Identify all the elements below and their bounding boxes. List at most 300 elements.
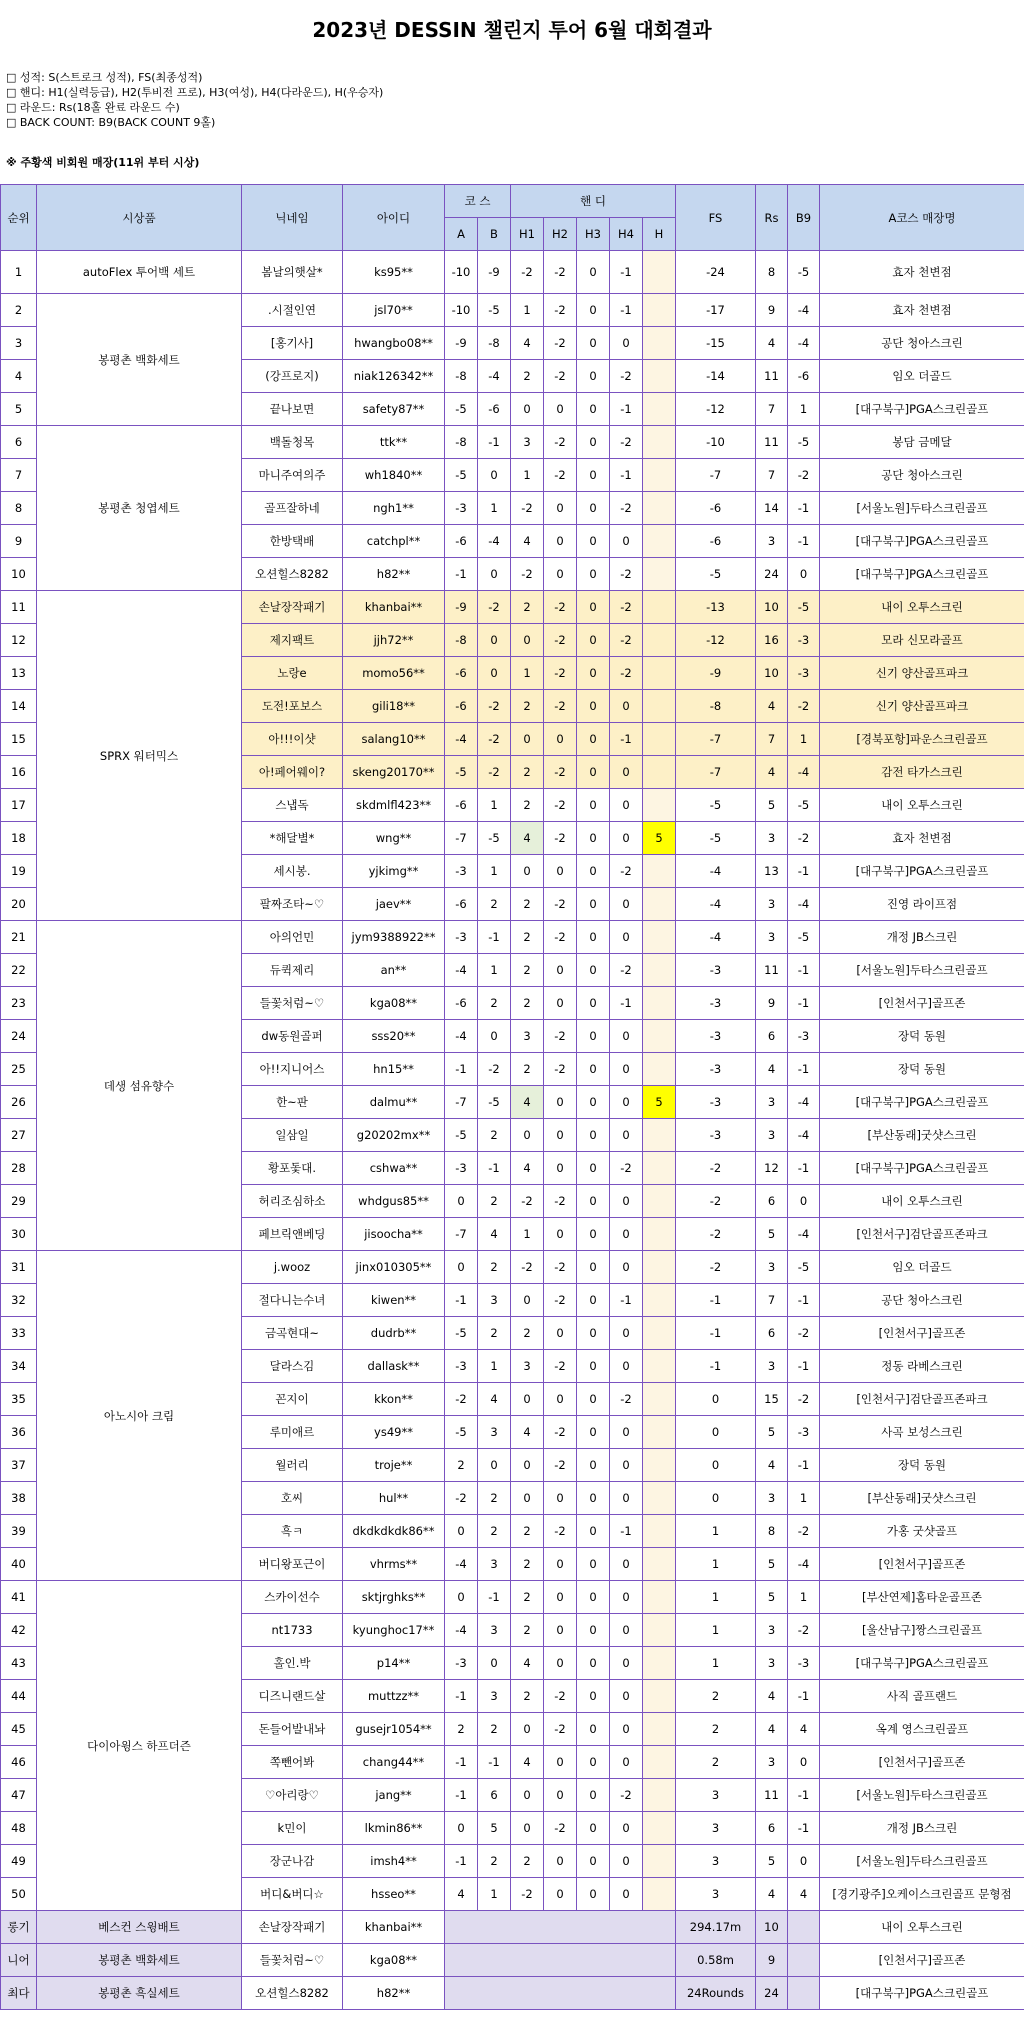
id-cell: muttzz** bbox=[343, 1680, 445, 1713]
h4-cell: -2 bbox=[610, 855, 643, 888]
id-cell: kyunghoc17** bbox=[343, 1614, 445, 1647]
b9-cell: -5 bbox=[788, 426, 820, 459]
b9-cell: 1 bbox=[788, 1482, 820, 1515]
h3-cell: 0 bbox=[577, 1812, 610, 1845]
h1-cell: 2 bbox=[511, 987, 544, 1020]
empty-cell bbox=[788, 1977, 820, 2010]
h3-cell: 0 bbox=[577, 1449, 610, 1482]
store-cell: [울산남구]짱스크린골프 bbox=[820, 1614, 1024, 1647]
legend-notes bbox=[6, 70, 383, 130]
table-row bbox=[1, 1581, 1024, 1614]
id-cell: dalmu** bbox=[343, 1086, 445, 1119]
header-nickname: 닉네임 bbox=[242, 185, 343, 251]
fs-cell: 2 bbox=[676, 1746, 756, 1779]
b-cell: -2 bbox=[478, 723, 511, 756]
nickname-cell: ♡아리랑♡ bbox=[242, 1779, 343, 1812]
store-cell: [경북포항]파운스크린골프 bbox=[820, 723, 1024, 756]
header-rank: 순위 bbox=[1, 185, 37, 251]
b9-cell: -1 bbox=[788, 1779, 820, 1812]
h2-cell: -2 bbox=[544, 1515, 577, 1548]
rs-cell: 5 bbox=[756, 1218, 788, 1251]
h1-cell: 0 bbox=[511, 1713, 544, 1746]
rank-cell: 33 bbox=[1, 1317, 37, 1350]
nickname-cell: 손날장작패기 bbox=[242, 591, 343, 624]
h-cell bbox=[643, 987, 676, 1020]
b-cell: -6 bbox=[478, 393, 511, 426]
h1-cell: 2 bbox=[511, 789, 544, 822]
store-cell: [인천서구]검단골프존파크 bbox=[820, 1218, 1024, 1251]
rs-cell: 9 bbox=[756, 294, 788, 327]
b-cell: 1 bbox=[478, 1350, 511, 1383]
h2-cell: -2 bbox=[544, 294, 577, 327]
b-cell: 2 bbox=[478, 987, 511, 1020]
rs-cell: 4 bbox=[756, 1713, 788, 1746]
h-cell bbox=[643, 723, 676, 756]
rank-cell: 32 bbox=[1, 1284, 37, 1317]
h4-cell: -2 bbox=[610, 1152, 643, 1185]
rs-cell: 6 bbox=[756, 1317, 788, 1350]
h3-cell: 0 bbox=[577, 1779, 610, 1812]
fs-cell: -7 bbox=[676, 756, 756, 789]
b9-cell: -2 bbox=[788, 822, 820, 855]
h-cell bbox=[643, 1812, 676, 1845]
rs-cell: 14 bbox=[756, 492, 788, 525]
fs-cell: -24 bbox=[676, 251, 756, 294]
b-cell: 2 bbox=[478, 1515, 511, 1548]
store-cell: [대구북구]PGA스크린골프 bbox=[820, 1647, 1024, 1680]
id-cell: catchpl** bbox=[343, 525, 445, 558]
h-cell bbox=[643, 251, 676, 294]
rank-cell: 24 bbox=[1, 1020, 37, 1053]
rs-cell: 3 bbox=[756, 888, 788, 921]
h-cell bbox=[643, 1845, 676, 1878]
nickname-cell: k민이 bbox=[242, 1812, 343, 1845]
h4-cell: 0 bbox=[610, 1647, 643, 1680]
header-a: A bbox=[445, 218, 478, 251]
h-cell bbox=[643, 1482, 676, 1515]
rs-cell: 16 bbox=[756, 624, 788, 657]
prize-cell: 봉평촌 청엽세트 bbox=[37, 426, 242, 591]
h1-cell: 0 bbox=[511, 1812, 544, 1845]
id-cell: kkon** bbox=[343, 1383, 445, 1416]
h-cell bbox=[643, 1449, 676, 1482]
b-cell: -4 bbox=[478, 360, 511, 393]
h4-cell: 0 bbox=[610, 1251, 643, 1284]
b9-cell: -5 bbox=[788, 921, 820, 954]
h-cell bbox=[643, 525, 676, 558]
b9-cell: -6 bbox=[788, 360, 820, 393]
a-cell: -9 bbox=[445, 591, 478, 624]
h4-cell: 0 bbox=[610, 1185, 643, 1218]
rs-cell: 4 bbox=[756, 1680, 788, 1713]
b-cell: 3 bbox=[478, 1614, 511, 1647]
h2-cell: -2 bbox=[544, 624, 577, 657]
b-cell: 1 bbox=[478, 789, 511, 822]
store-cell: [서울노원]두타스크린골프 bbox=[820, 1779, 1024, 1812]
id-cell: ngh1** bbox=[343, 492, 445, 525]
nickname-cell: 장군나감 bbox=[242, 1845, 343, 1878]
h-cell bbox=[643, 1218, 676, 1251]
h3-cell: 0 bbox=[577, 1284, 610, 1317]
h1-cell: 2 bbox=[511, 1548, 544, 1581]
id-cell: kiwen** bbox=[343, 1284, 445, 1317]
b9-cell: -1 bbox=[788, 1449, 820, 1482]
b9-cell: -1 bbox=[788, 1053, 820, 1086]
footer-row bbox=[1, 1911, 1024, 1944]
id-cell: khanbai** bbox=[343, 591, 445, 624]
store-cell: [서울노원]두타스크린골프 bbox=[820, 1845, 1024, 1878]
b-cell: 5 bbox=[478, 1812, 511, 1845]
h-cell bbox=[643, 1020, 676, 1053]
h2-cell: 0 bbox=[544, 525, 577, 558]
h3-cell: 0 bbox=[577, 360, 610, 393]
rs-cell: 3 bbox=[756, 1746, 788, 1779]
rs-cell: 5 bbox=[756, 1416, 788, 1449]
b9-cell: -1 bbox=[788, 954, 820, 987]
h3-cell: 0 bbox=[577, 723, 610, 756]
h4-cell: -2 bbox=[610, 657, 643, 690]
h-cell bbox=[643, 921, 676, 954]
h1-cell: 2 bbox=[511, 360, 544, 393]
h-cell bbox=[643, 954, 676, 987]
store-cell: 효자 천변점 bbox=[820, 251, 1024, 294]
nickname-cell: 절다니는수녀 bbox=[242, 1284, 343, 1317]
h3-cell: 0 bbox=[577, 1218, 610, 1251]
id-cell: jym9388922** bbox=[343, 921, 445, 954]
b9-cell: -3 bbox=[788, 1647, 820, 1680]
header-h: H bbox=[643, 218, 676, 251]
h3-cell: 0 bbox=[577, 251, 610, 294]
h2-cell: 0 bbox=[544, 1152, 577, 1185]
b-cell: 3 bbox=[478, 1548, 511, 1581]
a-cell: -1 bbox=[445, 1845, 478, 1878]
h2-cell: 0 bbox=[544, 1878, 577, 1911]
h3-cell: 0 bbox=[577, 558, 610, 591]
id-cell: jisoocha** bbox=[343, 1218, 445, 1251]
h2-cell: -2 bbox=[544, 1449, 577, 1482]
h3-cell: 0 bbox=[577, 690, 610, 723]
b-cell: 0 bbox=[478, 1449, 511, 1482]
h4-cell: 0 bbox=[610, 1878, 643, 1911]
nickname-cell: 페브릭앤베딩 bbox=[242, 1218, 343, 1251]
rs-cell: 5 bbox=[756, 789, 788, 822]
h1-cell: -2 bbox=[511, 1251, 544, 1284]
rank-cell: 29 bbox=[1, 1185, 37, 1218]
rank-cell: 8 bbox=[1, 492, 37, 525]
h-cell bbox=[643, 1614, 676, 1647]
h4-cell: -2 bbox=[610, 954, 643, 987]
nickname-cell: 아!!!이샷 bbox=[242, 723, 343, 756]
h4-cell: 0 bbox=[610, 1482, 643, 1515]
header-fs: FS bbox=[676, 185, 756, 251]
h1-cell: 2 bbox=[511, 1680, 544, 1713]
id-cell: p14** bbox=[343, 1647, 445, 1680]
header-h1: H1 bbox=[511, 218, 544, 251]
rs-cell: 6 bbox=[756, 1020, 788, 1053]
fs-cell: -1 bbox=[676, 1284, 756, 1317]
h1-cell: -2 bbox=[511, 1878, 544, 1911]
h3-cell: 0 bbox=[577, 1746, 610, 1779]
h2-cell: 0 bbox=[544, 855, 577, 888]
nickname-cell: 버디왕포근이 bbox=[242, 1548, 343, 1581]
h4-cell: -2 bbox=[610, 1779, 643, 1812]
h-cell bbox=[643, 1251, 676, 1284]
store-cell: [부산동래]굿샷스크린 bbox=[820, 1119, 1024, 1152]
store-cell: [서울노원]두타스크린골프 bbox=[820, 954, 1024, 987]
h4-cell: 0 bbox=[610, 1350, 643, 1383]
h3-cell: 0 bbox=[577, 1548, 610, 1581]
h-cell bbox=[643, 426, 676, 459]
h2-cell: -2 bbox=[544, 360, 577, 393]
rs-cell: 4 bbox=[756, 690, 788, 723]
b-cell: -9 bbox=[478, 251, 511, 294]
h2-cell: -2 bbox=[544, 657, 577, 690]
rs-cell: 13 bbox=[756, 855, 788, 888]
award-id-cell: khanbai** bbox=[343, 1911, 445, 1944]
h1-cell: 1 bbox=[511, 294, 544, 327]
fs-cell: -3 bbox=[676, 954, 756, 987]
fs-cell: -10 bbox=[676, 426, 756, 459]
a-cell: -6 bbox=[445, 657, 478, 690]
h1-cell: 2 bbox=[511, 1614, 544, 1647]
h-cell bbox=[643, 294, 676, 327]
b9-cell: 1 bbox=[788, 723, 820, 756]
h2-cell: -2 bbox=[544, 888, 577, 921]
h2-cell: 0 bbox=[544, 1482, 577, 1515]
nickname-cell: 황포돛대. bbox=[242, 1152, 343, 1185]
store-cell: 장덕 동원 bbox=[820, 1020, 1024, 1053]
id-cell: vhrms** bbox=[343, 1548, 445, 1581]
h3-cell: 0 bbox=[577, 1713, 610, 1746]
id-cell: ks95** bbox=[343, 251, 445, 294]
b-cell: 2 bbox=[478, 1251, 511, 1284]
h1-cell: 0 bbox=[511, 723, 544, 756]
b-cell: 0 bbox=[478, 657, 511, 690]
award-type-cell: 롱기 bbox=[1, 1911, 37, 1944]
h1-cell: -2 bbox=[511, 558, 544, 591]
a-cell: -1 bbox=[445, 1746, 478, 1779]
nickname-cell: 세시봉. bbox=[242, 855, 343, 888]
b9-cell: -4 bbox=[788, 294, 820, 327]
h2-cell: 0 bbox=[544, 723, 577, 756]
store-cell: 사직 골프랜드 bbox=[820, 1680, 1024, 1713]
h2-cell: 0 bbox=[544, 558, 577, 591]
nickname-cell: 한~판 bbox=[242, 1086, 343, 1119]
b9-cell: -2 bbox=[788, 1383, 820, 1416]
award-record-cell: 24Rounds bbox=[676, 1977, 756, 2010]
a-cell: -3 bbox=[445, 1152, 478, 1185]
h-cell: 5 bbox=[643, 822, 676, 855]
fs-cell: -7 bbox=[676, 459, 756, 492]
nickname-cell: 제지팩트 bbox=[242, 624, 343, 657]
rank-cell: 16 bbox=[1, 756, 37, 789]
table-row bbox=[1, 1251, 1024, 1284]
h1-cell: 0 bbox=[511, 1383, 544, 1416]
h-cell bbox=[643, 1548, 676, 1581]
fs-cell: -17 bbox=[676, 294, 756, 327]
rank-cell: 35 bbox=[1, 1383, 37, 1416]
h4-cell: -1 bbox=[610, 251, 643, 294]
h3-cell: 0 bbox=[577, 1053, 610, 1086]
b9-cell: -1 bbox=[788, 855, 820, 888]
a-cell: -8 bbox=[445, 360, 478, 393]
rs-cell: 3 bbox=[756, 1119, 788, 1152]
fs-cell: -5 bbox=[676, 822, 756, 855]
h3-cell: 0 bbox=[577, 591, 610, 624]
header-id: 아이디 bbox=[343, 185, 445, 251]
store-cell: 내이 오투스크린 bbox=[820, 789, 1024, 822]
b-cell: 3 bbox=[478, 1680, 511, 1713]
id-cell: hn15** bbox=[343, 1053, 445, 1086]
id-cell: hwangbo08** bbox=[343, 327, 445, 360]
rank-cell: 46 bbox=[1, 1746, 37, 1779]
table-row bbox=[1, 294, 1024, 327]
rank-cell: 34 bbox=[1, 1350, 37, 1383]
h4-cell: -1 bbox=[610, 1515, 643, 1548]
h4-cell: 0 bbox=[610, 1548, 643, 1581]
note-line: □ 핸디: H1(실력등급), H2(투비전 프로), H3(여성), H4(다라운드), H(우승자) bbox=[6, 86, 384, 99]
h3-cell: 0 bbox=[577, 1020, 610, 1053]
header-handi: 핸 디 bbox=[511, 185, 676, 218]
store-cell: [인천서구]골프존 bbox=[820, 1317, 1024, 1350]
rs-cell: 4 bbox=[756, 327, 788, 360]
h3-cell: 0 bbox=[577, 657, 610, 690]
store-cell: [대구북구]PGA스크린골프 bbox=[820, 1086, 1024, 1119]
h3-cell: 0 bbox=[577, 1185, 610, 1218]
store-cell: [대구북구]PGA스크린골프 bbox=[820, 1152, 1024, 1185]
fs-cell: 1 bbox=[676, 1515, 756, 1548]
h1-cell: 4 bbox=[511, 327, 544, 360]
h1-cell: -2 bbox=[511, 1185, 544, 1218]
rs-cell: 7 bbox=[756, 723, 788, 756]
id-cell: ttk** bbox=[343, 426, 445, 459]
a-cell: -1 bbox=[445, 1053, 478, 1086]
h2-cell: 0 bbox=[544, 954, 577, 987]
id-cell: gusejr1054** bbox=[343, 1713, 445, 1746]
id-cell: momo56** bbox=[343, 657, 445, 690]
id-cell: an** bbox=[343, 954, 445, 987]
h-cell bbox=[643, 1119, 676, 1152]
fs-cell: -2 bbox=[676, 1152, 756, 1185]
nickname-cell: 골프잘하네 bbox=[242, 492, 343, 525]
a-cell: -10 bbox=[445, 251, 478, 294]
b-cell: 0 bbox=[478, 1647, 511, 1680]
a-cell: -5 bbox=[445, 393, 478, 426]
h4-cell: -2 bbox=[610, 558, 643, 591]
header-h2: H2 bbox=[544, 218, 577, 251]
h4-cell: -2 bbox=[610, 624, 643, 657]
header-course: 코 스 bbox=[445, 185, 511, 218]
h1-cell: 4 bbox=[511, 1746, 544, 1779]
h4-cell: -1 bbox=[610, 294, 643, 327]
h-cell bbox=[643, 1746, 676, 1779]
h2-cell: -2 bbox=[544, 1350, 577, 1383]
fs-cell: 1 bbox=[676, 1647, 756, 1680]
store-cell: [인천서구]골프존 bbox=[820, 987, 1024, 1020]
h1-cell: 0 bbox=[511, 624, 544, 657]
fs-cell: 0 bbox=[676, 1449, 756, 1482]
h1-cell: 1 bbox=[511, 657, 544, 690]
id-cell: salang10** bbox=[343, 723, 445, 756]
note-line: □ 성적: S(스트로크 성적), FS(최종성적) bbox=[6, 71, 203, 84]
rank-cell: 42 bbox=[1, 1614, 37, 1647]
fs-cell: -1 bbox=[676, 1317, 756, 1350]
id-cell: jinx010305** bbox=[343, 1251, 445, 1284]
id-cell: wng** bbox=[343, 822, 445, 855]
h4-cell: 0 bbox=[610, 1119, 643, 1152]
h1-cell: 0 bbox=[511, 1482, 544, 1515]
a-cell: 0 bbox=[445, 1581, 478, 1614]
h2-cell: -2 bbox=[544, 1713, 577, 1746]
b9-cell: -2 bbox=[788, 459, 820, 492]
prize-cell: autoFlex 투어백 세트 bbox=[37, 251, 242, 294]
nickname-cell: 오션힐스8282 bbox=[242, 558, 343, 591]
h-cell bbox=[643, 1317, 676, 1350]
h4-cell: 0 bbox=[610, 1614, 643, 1647]
b-cell: 2 bbox=[478, 1482, 511, 1515]
header-rs: Rs bbox=[756, 185, 788, 251]
h3-cell: 0 bbox=[577, 1614, 610, 1647]
rs-cell: 3 bbox=[756, 525, 788, 558]
h-cell bbox=[643, 1878, 676, 1911]
fs-cell: -14 bbox=[676, 360, 756, 393]
id-cell: jang** bbox=[343, 1779, 445, 1812]
empty-cell bbox=[788, 1944, 820, 1977]
h1-cell: 1 bbox=[511, 459, 544, 492]
nickname-cell: 듀퀵제리 bbox=[242, 954, 343, 987]
h-cell bbox=[643, 1152, 676, 1185]
h-cell bbox=[643, 393, 676, 426]
h4-cell: -1 bbox=[610, 987, 643, 1020]
a-cell: -10 bbox=[445, 294, 478, 327]
rank-cell: 1 bbox=[1, 251, 37, 294]
nickname-cell: 디즈니랜드살 bbox=[242, 1680, 343, 1713]
h3-cell: 0 bbox=[577, 789, 610, 822]
nickname-cell: 쪽뺀어봐 bbox=[242, 1746, 343, 1779]
store-cell: [대구북구]PGA스크린골프 bbox=[820, 393, 1024, 426]
rank-cell: 40 bbox=[1, 1548, 37, 1581]
h1-cell: 0 bbox=[511, 1449, 544, 1482]
award-nickname-cell: 들꽃처럼~♡ bbox=[242, 1944, 343, 1977]
rs-cell: 3 bbox=[756, 1086, 788, 1119]
b-cell: 2 bbox=[478, 1713, 511, 1746]
h2-cell: 0 bbox=[544, 1086, 577, 1119]
h2-cell: -2 bbox=[544, 1680, 577, 1713]
rank-cell: 23 bbox=[1, 987, 37, 1020]
h2-cell: 0 bbox=[544, 492, 577, 525]
rank-cell: 6 bbox=[1, 426, 37, 459]
nickname-cell: 돈들어발내놔 bbox=[242, 1713, 343, 1746]
rank-cell: 27 bbox=[1, 1119, 37, 1152]
a-cell: -5 bbox=[445, 1416, 478, 1449]
h4-cell: -1 bbox=[610, 723, 643, 756]
b-cell: -4 bbox=[478, 525, 511, 558]
rs-cell: 10 bbox=[756, 657, 788, 690]
rs-cell: 7 bbox=[756, 393, 788, 426]
h-cell bbox=[643, 789, 676, 822]
h2-cell: 0 bbox=[544, 1647, 577, 1680]
h2-cell: -2 bbox=[544, 591, 577, 624]
store-cell: [부산연제]홈타운골프존 bbox=[820, 1581, 1024, 1614]
footer-row bbox=[1, 1944, 1024, 1977]
nickname-cell: 홀인.박 bbox=[242, 1647, 343, 1680]
h4-cell: -2 bbox=[610, 492, 643, 525]
h4-cell: 0 bbox=[610, 1218, 643, 1251]
h4-cell: -1 bbox=[610, 459, 643, 492]
fs-cell: -2 bbox=[676, 1251, 756, 1284]
rank-cell: 38 bbox=[1, 1482, 37, 1515]
rank-cell: 25 bbox=[1, 1053, 37, 1086]
